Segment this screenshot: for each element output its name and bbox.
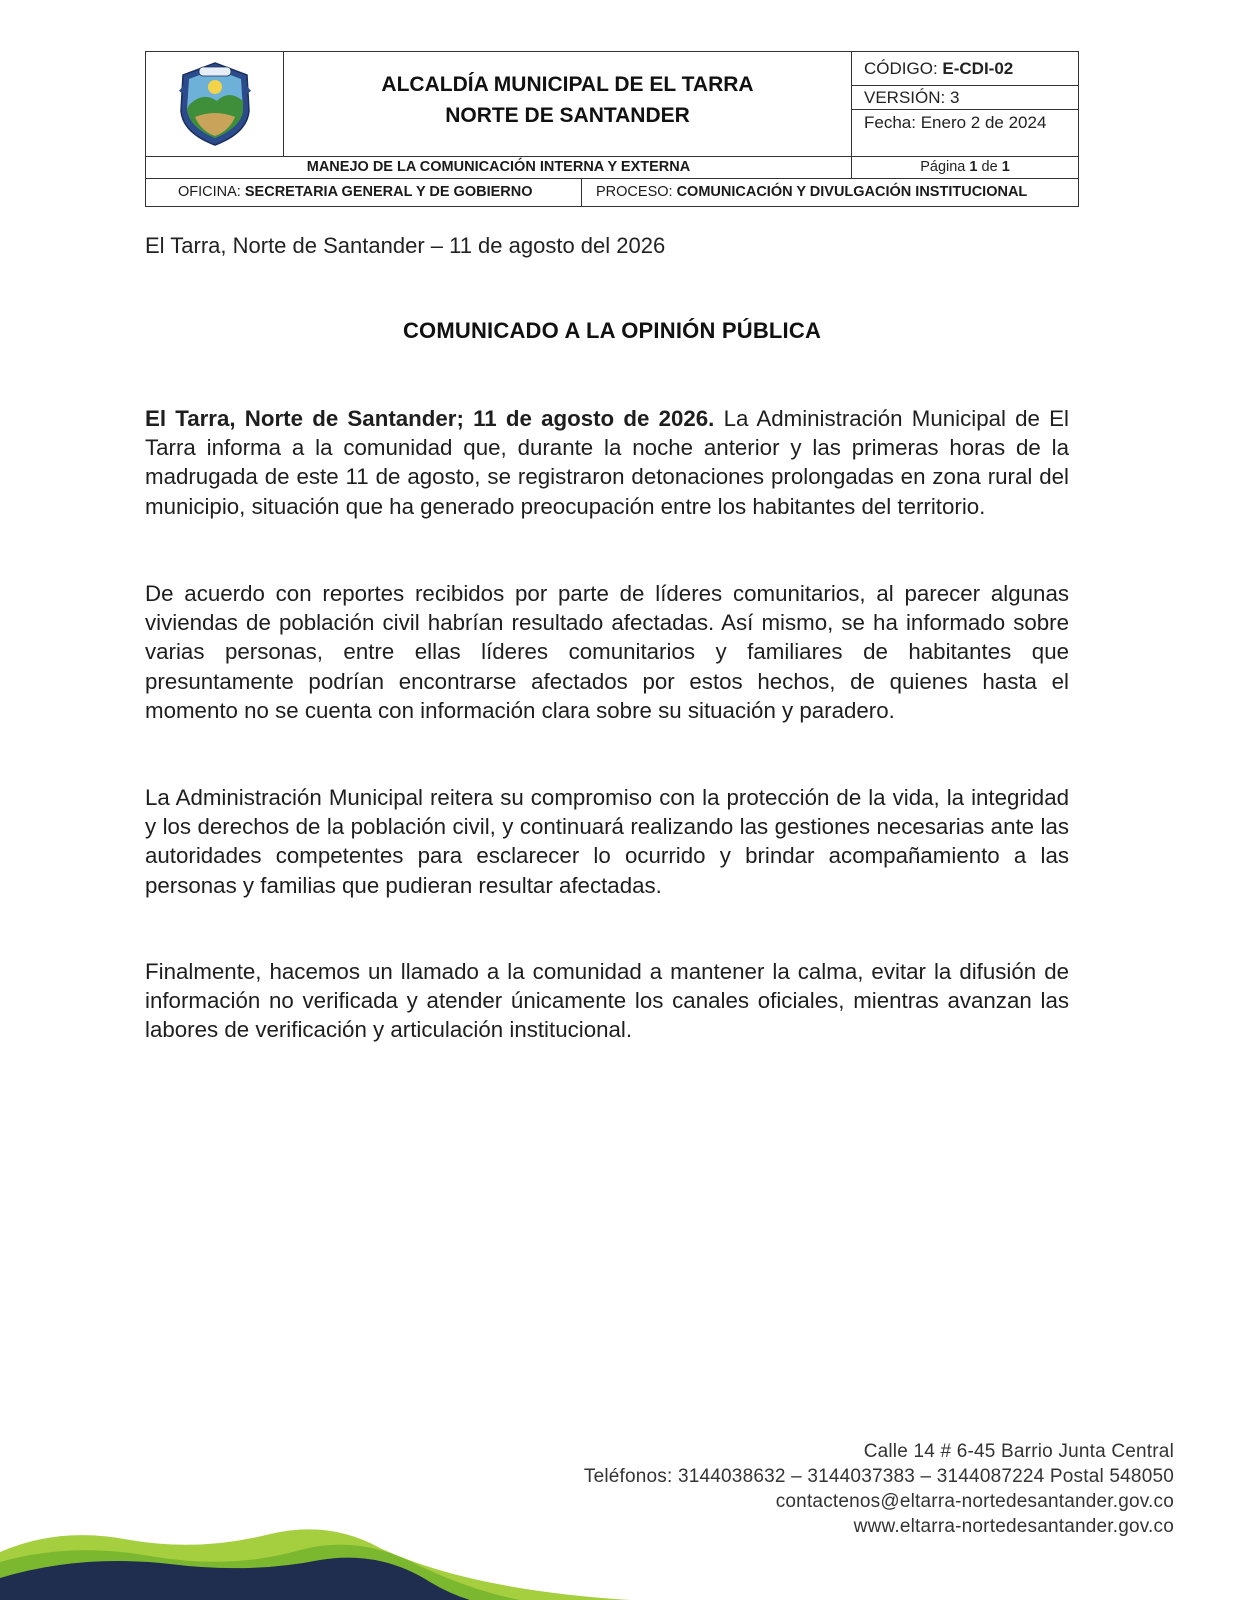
oficina-cell: [146, 179, 582, 206]
paragraph-3: La Administración Municipal reitera su compromiso con la protección de la vida, la integridad y los derechos de la población civil, y continuará realizando las gestiones necesarias ante las autoridades competentes para esclarecer lo ocurrido y brindar acompañamiento a las personas y familias que pudieran resultar afectadas.: [145, 785, 1069, 898]
paragraph-2: De acuerdo con reportes recibidos por parte de líderes comunitarios, al parecer algunas viviendas de población civil habrían resultado afectadas. Así mismo, se ha informado sobre varias personas, entre ellas líderes comunitarios y familiares de habitantes que presuntamente podrían encontrarse afectados por estos hechos, de quienes hasta el momento no se cuenta con información clara sobre su situación y paradero.: [145, 581, 1069, 723]
footer-contact: [584, 1439, 1174, 1539]
codigo-value: E-CDI-02: [942, 58, 1014, 78]
header-top-row: [146, 52, 1078, 157]
document-header-table: [145, 51, 1079, 207]
codigo-cell: [852, 52, 1078, 86]
footer-website[interactable]: www.eltarra-nortedesantander.gov.co: [853, 1516, 1174, 1537]
header-meta: [852, 52, 1078, 156]
pagina-de: de: [981, 159, 998, 175]
paragraph-4: Finalmente, hacemos un llamado a la comunidad a mantener la calma, evitar la difusión de información no verificada y atender únicamente los canales oficiales, mientras avanzan las labores de verificación y articulación institucional.: [145, 959, 1069, 1043]
paragraph-1-text: La Administración Municipal de El Tarra informa a la comunidad que, durante la noche anterior y las primeras horas de la madrugada de este 11 de agosto, se registraron detonaciones prolongadas en zona rural del municipio, situación que ha generado preocupación entre los habitantes del territorio.: [145, 406, 1069, 519]
oficina-value: SECRETARIA GENERAL Y DE GOBIERNO: [244, 184, 533, 200]
municipal-seal-logo: [146, 52, 284, 156]
header-row-manejo: [146, 157, 1078, 179]
pagina-cell: [852, 157, 1078, 178]
footer-phones: Teléfonos: 3144038632 – 3144037383 – 3144087224 Postal 548050: [583, 1466, 1174, 1487]
header-title-line2: NORTE DE SANTANDER: [445, 104, 690, 127]
footer-address: Calle 14 # 6-45 Barrio Junta Central: [863, 1441, 1174, 1462]
pagina-label: Página: [920, 159, 966, 175]
proceso-cell: [582, 179, 1078, 206]
manejo-cell: MANEJO DE LA COMUNICACIÓN INTERNA Y EXTERNA: [146, 157, 852, 178]
footer-hills-decoration: [0, 1490, 640, 1600]
oficina-label: OFICINA:: [178, 184, 241, 200]
pagina-total: 1: [1001, 159, 1010, 175]
header-title: [284, 52, 852, 156]
paragraph-1: [145, 404, 1069, 521]
proceso-value: COMUNICACIÓN Y DIVULGACIÓN INSTITUCIONAL: [676, 184, 1028, 200]
fecha-cell: Fecha: Enero 2 de 2024: [864, 113, 1047, 132]
footer-email[interactable]: contactenos@eltarra-nortedesantander.gov.co: [775, 1491, 1174, 1512]
proceso-label: PROCESO:: [596, 184, 673, 200]
shield-icon: [177, 61, 253, 147]
header-title-line1: ALCALDÍA MUNICIPAL DE EL TARRA: [381, 73, 754, 96]
version-cell: VERSIÓN: 3: [852, 86, 1078, 110]
dateline: El Tarra, Norte de Santander – 11 de agosto del 2026: [145, 233, 666, 258]
paragraph-1-lead: El Tarra, Norte de Santander; 11 de agosto de 2026.: [145, 406, 715, 431]
communique-heading: COMUNICADO A LA OPINIÓN PÚBLICA: [402, 318, 822, 343]
pagina-num: 1: [969, 159, 978, 175]
codigo-label: CÓDIGO:: [864, 58, 938, 78]
header-row-oficina: [146, 179, 1078, 206]
